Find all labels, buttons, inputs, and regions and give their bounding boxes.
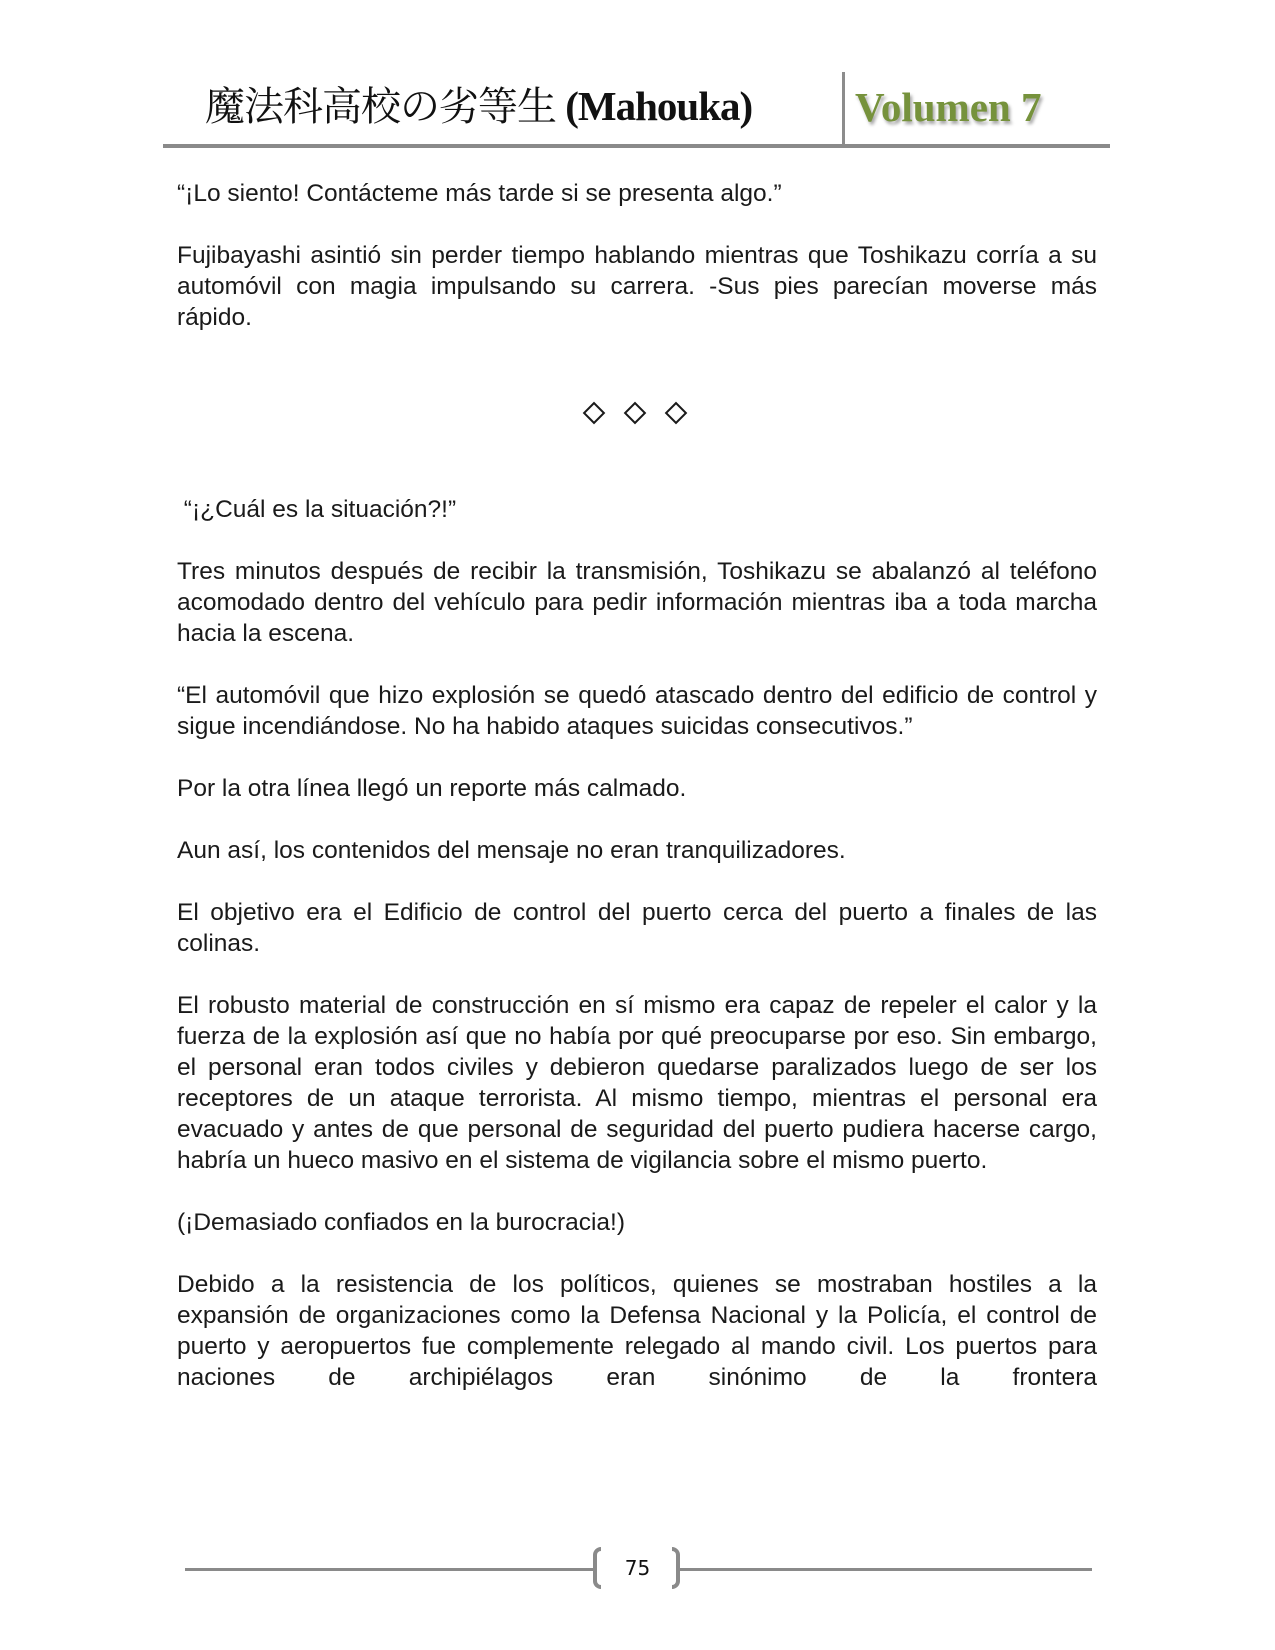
text-block-main	[177, 494, 1097, 1393]
paragraph: Debido a la resistencia de los políticos, quienes se mostraban hostiles a la expansión de organizaciones como la Defensa Nacional y la Policía, el control de puerto y aeropuertos fue complemente relegado al mando civil. Los puertos para naciones de archipiélagos eran sinónimo de la frontera	[177, 1271, 1097, 1391]
book-title-japanese: 魔法科高校の劣等生	[205, 84, 556, 130]
paragraph: (¡Demasiado confiados en la burocracia!)	[177, 1209, 626, 1236]
paragraph: “¡¿Cuál es la situación?!”	[177, 496, 457, 523]
scene-separator	[580, 398, 690, 428]
footer-rule-left	[185, 1568, 595, 1571]
paragraph: “El automóvil que hizo explosión se quedó atascado dentro del edificio de control y sigue incendiándose. No ha habido ataques suicidas consecutivos.”	[177, 682, 1097, 740]
page-number: 75	[624, 1556, 651, 1580]
book-title	[205, 80, 752, 133]
diamond-icon	[665, 402, 688, 425]
header-rule	[163, 144, 1110, 148]
footer-rule-right	[678, 1568, 1092, 1571]
book-title-latin: (Mahouka)	[556, 83, 753, 129]
paragraph: El objetivo era el Edificio de control del puerto cerca del puerto a finales de las colinas.	[177, 899, 1097, 957]
paragraph: El robusto material de construcción en sí mismo era capaz de repeler el calor y la fuerza de la explosión así que no había por qué preocuparse por eso. Sin embargo, el personal eran todos civiles y debieron quedarse paralizados luego de ser los receptores de un ataque terrorista. Al mismo tiempo, mientras el personal era evacuado y antes de que personal de seguridad del puerto pudiera hacerse cargo, habría un hueco masivo en el sistema de vigilancia sobre el mismo puerto.	[177, 992, 1097, 1174]
header-divider	[842, 72, 845, 145]
volume-label: Volumen 7	[855, 84, 1042, 130]
diamond-icon	[624, 402, 647, 425]
text-block-top	[177, 178, 1097, 333]
paragraph: Tres minutos después de recibir la transmisión, Toshikazu se abalanzó al teléfono acomodado dentro del vehículo para pedir información mientras iba a toda marcha hacia la escena.	[177, 558, 1097, 647]
paragraph: Fujibayashi asintió sin perder tiempo hablando mientras que Toshikazu corría a su automóvil con magia impulsando su carrera. -Sus pies parecían moverse más rápido.	[177, 242, 1097, 331]
paragraph: Por la otra línea llegó un reporte más calmado.	[177, 775, 687, 802]
diamond-icon	[583, 402, 606, 425]
left-bracket-icon	[593, 1547, 601, 1589]
paragraph: Aun así, los contenidos del mensaje no eran tranquilizadores.	[177, 837, 846, 864]
paragraph: “¡Lo siento! Contácteme más tarde si se presenta algo.”	[177, 180, 782, 207]
